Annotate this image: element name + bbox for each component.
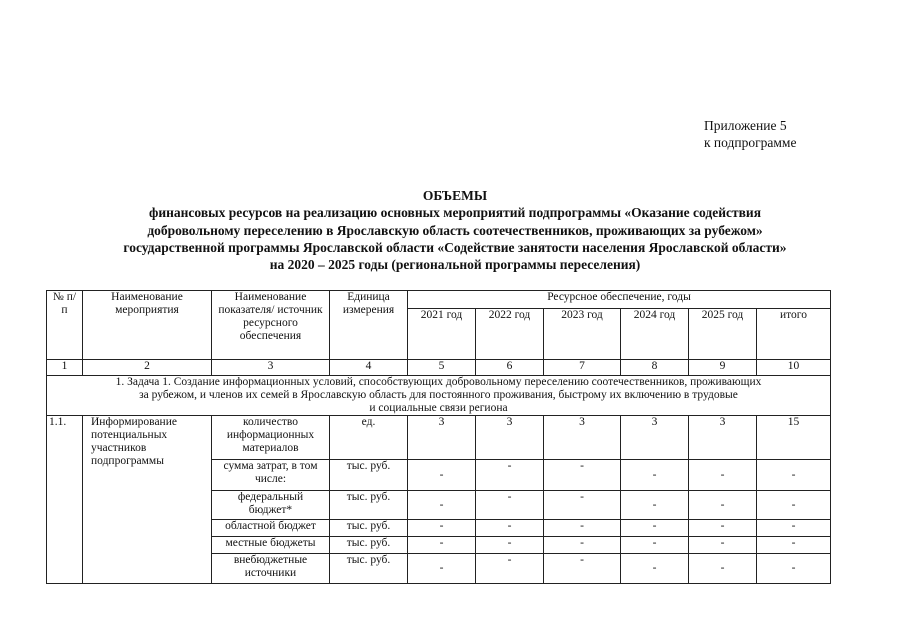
value-cell: - <box>621 460 689 491</box>
indicator-cell: областной бюджет <box>212 520 330 537</box>
value-cell: 3 <box>408 416 476 460</box>
value-cell: - <box>621 491 689 520</box>
header-num: № п/п <box>47 291 83 360</box>
task-row <box>47 376 831 416</box>
header-year: 2023 год <box>544 309 621 360</box>
task-cell <box>47 376 831 416</box>
value-cell: - <box>621 554 689 584</box>
table-row <box>47 416 831 460</box>
document-subtitle-line: на 2020 – 2025 годы (региональной программы переселения) <box>269 257 641 273</box>
total-cell: - <box>757 554 831 584</box>
task-text-line: 1. Задача 1. Создание информационных условий, способствующих добровольному переселению соотечественников, проживающих <box>115 376 762 388</box>
total-cell: 15 <box>757 416 831 460</box>
value-cell: 3 <box>544 416 621 460</box>
document-heading <box>60 187 850 273</box>
header-year: 2021 год <box>408 309 476 360</box>
value-cell: - <box>408 537 476 554</box>
header-resources: Ресурсное обеспечение, годы <box>408 291 831 309</box>
value-cell: - <box>544 554 621 584</box>
indicator-cell: количество информационных материалов <box>212 416 330 460</box>
total-cell: - <box>757 537 831 554</box>
appendix-line-2: к подпрограмме <box>704 135 797 150</box>
total-cell: - <box>757 491 831 520</box>
indicator-cell: сумма затрат, в том числе: <box>212 460 330 491</box>
value-cell: 3 <box>476 416 544 460</box>
unit-cell: ед. <box>330 416 408 460</box>
indicator-cell: местные бюджеты <box>212 537 330 554</box>
indicator-cell: внебюджетные источники <box>212 554 330 584</box>
value-cell: - <box>476 554 544 584</box>
item-number: 1.1. <box>47 416 83 584</box>
appendix-note <box>704 117 796 151</box>
value-cell: 3 <box>621 416 689 460</box>
value-cell: - <box>621 537 689 554</box>
appendix-line-1: Приложение 5 <box>704 118 787 133</box>
value-cell: - <box>544 460 621 491</box>
column-number: 4 <box>330 360 408 376</box>
resources-table <box>46 290 831 584</box>
task-text-line: и социальные связи региона <box>369 402 508 414</box>
item-name: Информирование потенциальных участников подпрограммы <box>83 416 212 584</box>
value-cell: - <box>689 554 757 584</box>
value-cell: - <box>544 520 621 537</box>
header-year: 2025 год <box>689 309 757 360</box>
document-subtitle-line: финансовых ресурсов на реализацию основных мероприятий подпрограммы «Оказание содействия <box>148 205 761 221</box>
column-number: 3 <box>212 360 330 376</box>
header-year: 2024 год <box>621 309 689 360</box>
total-cell: - <box>757 460 831 491</box>
value-cell: - <box>689 537 757 554</box>
value-cell: - <box>476 520 544 537</box>
header-year: 2022 год <box>476 309 544 360</box>
column-number: 8 <box>621 360 689 376</box>
value-cell: - <box>476 491 544 520</box>
unit-cell: тыс. руб. <box>330 460 408 491</box>
value-cell: - <box>476 537 544 554</box>
header-event: Наименование мероприятия <box>83 291 212 360</box>
header-total: итого <box>757 309 831 360</box>
header-row <box>47 291 831 309</box>
indicator-cell: федеральный бюджет* <box>212 491 330 520</box>
value-cell: - <box>476 460 544 491</box>
header-indicator: Наименование показателя/ источник ресурсного обеспечения <box>212 291 330 360</box>
column-number: 10 <box>757 360 831 376</box>
document-subtitle-line: добровольному переселению в Ярославскую область соотечественников, проживающих за рубежом» <box>147 222 763 238</box>
value-cell: 3 <box>689 416 757 460</box>
column-number: 6 <box>476 360 544 376</box>
value-cell: - <box>621 520 689 537</box>
unit-cell: тыс. руб. <box>330 520 408 537</box>
value-cell: - <box>544 491 621 520</box>
header-unit: Единица измерения <box>330 291 408 360</box>
unit-cell: тыс. руб. <box>330 491 408 520</box>
unit-cell: тыс. руб. <box>330 554 408 584</box>
value-cell: - <box>408 491 476 520</box>
value-cell: - <box>408 460 476 491</box>
total-cell: - <box>757 520 831 537</box>
column-number: 2 <box>83 360 212 376</box>
value-cell: - <box>689 460 757 491</box>
value-cell: - <box>689 491 757 520</box>
task-text-line: за рубежом, и членов их семей в Ярославскую область для постоянного проживания, быстрому их включению в трудовые <box>139 389 738 401</box>
column-number: 1 <box>47 360 83 376</box>
column-number: 7 <box>544 360 621 376</box>
unit-cell: тыс. руб. <box>330 537 408 554</box>
column-numbers-row <box>47 360 831 376</box>
column-number: 9 <box>689 360 757 376</box>
value-cell: - <box>689 520 757 537</box>
document-subtitle-line: государственной программы Ярославской области «Содействие занятости населения Ярославской области» <box>123 239 787 255</box>
value-cell: - <box>544 537 621 554</box>
value-cell: - <box>408 554 476 584</box>
column-number: 5 <box>408 360 476 376</box>
value-cell: - <box>408 520 476 537</box>
document-title: ОБЪЕМЫ <box>422 188 488 203</box>
